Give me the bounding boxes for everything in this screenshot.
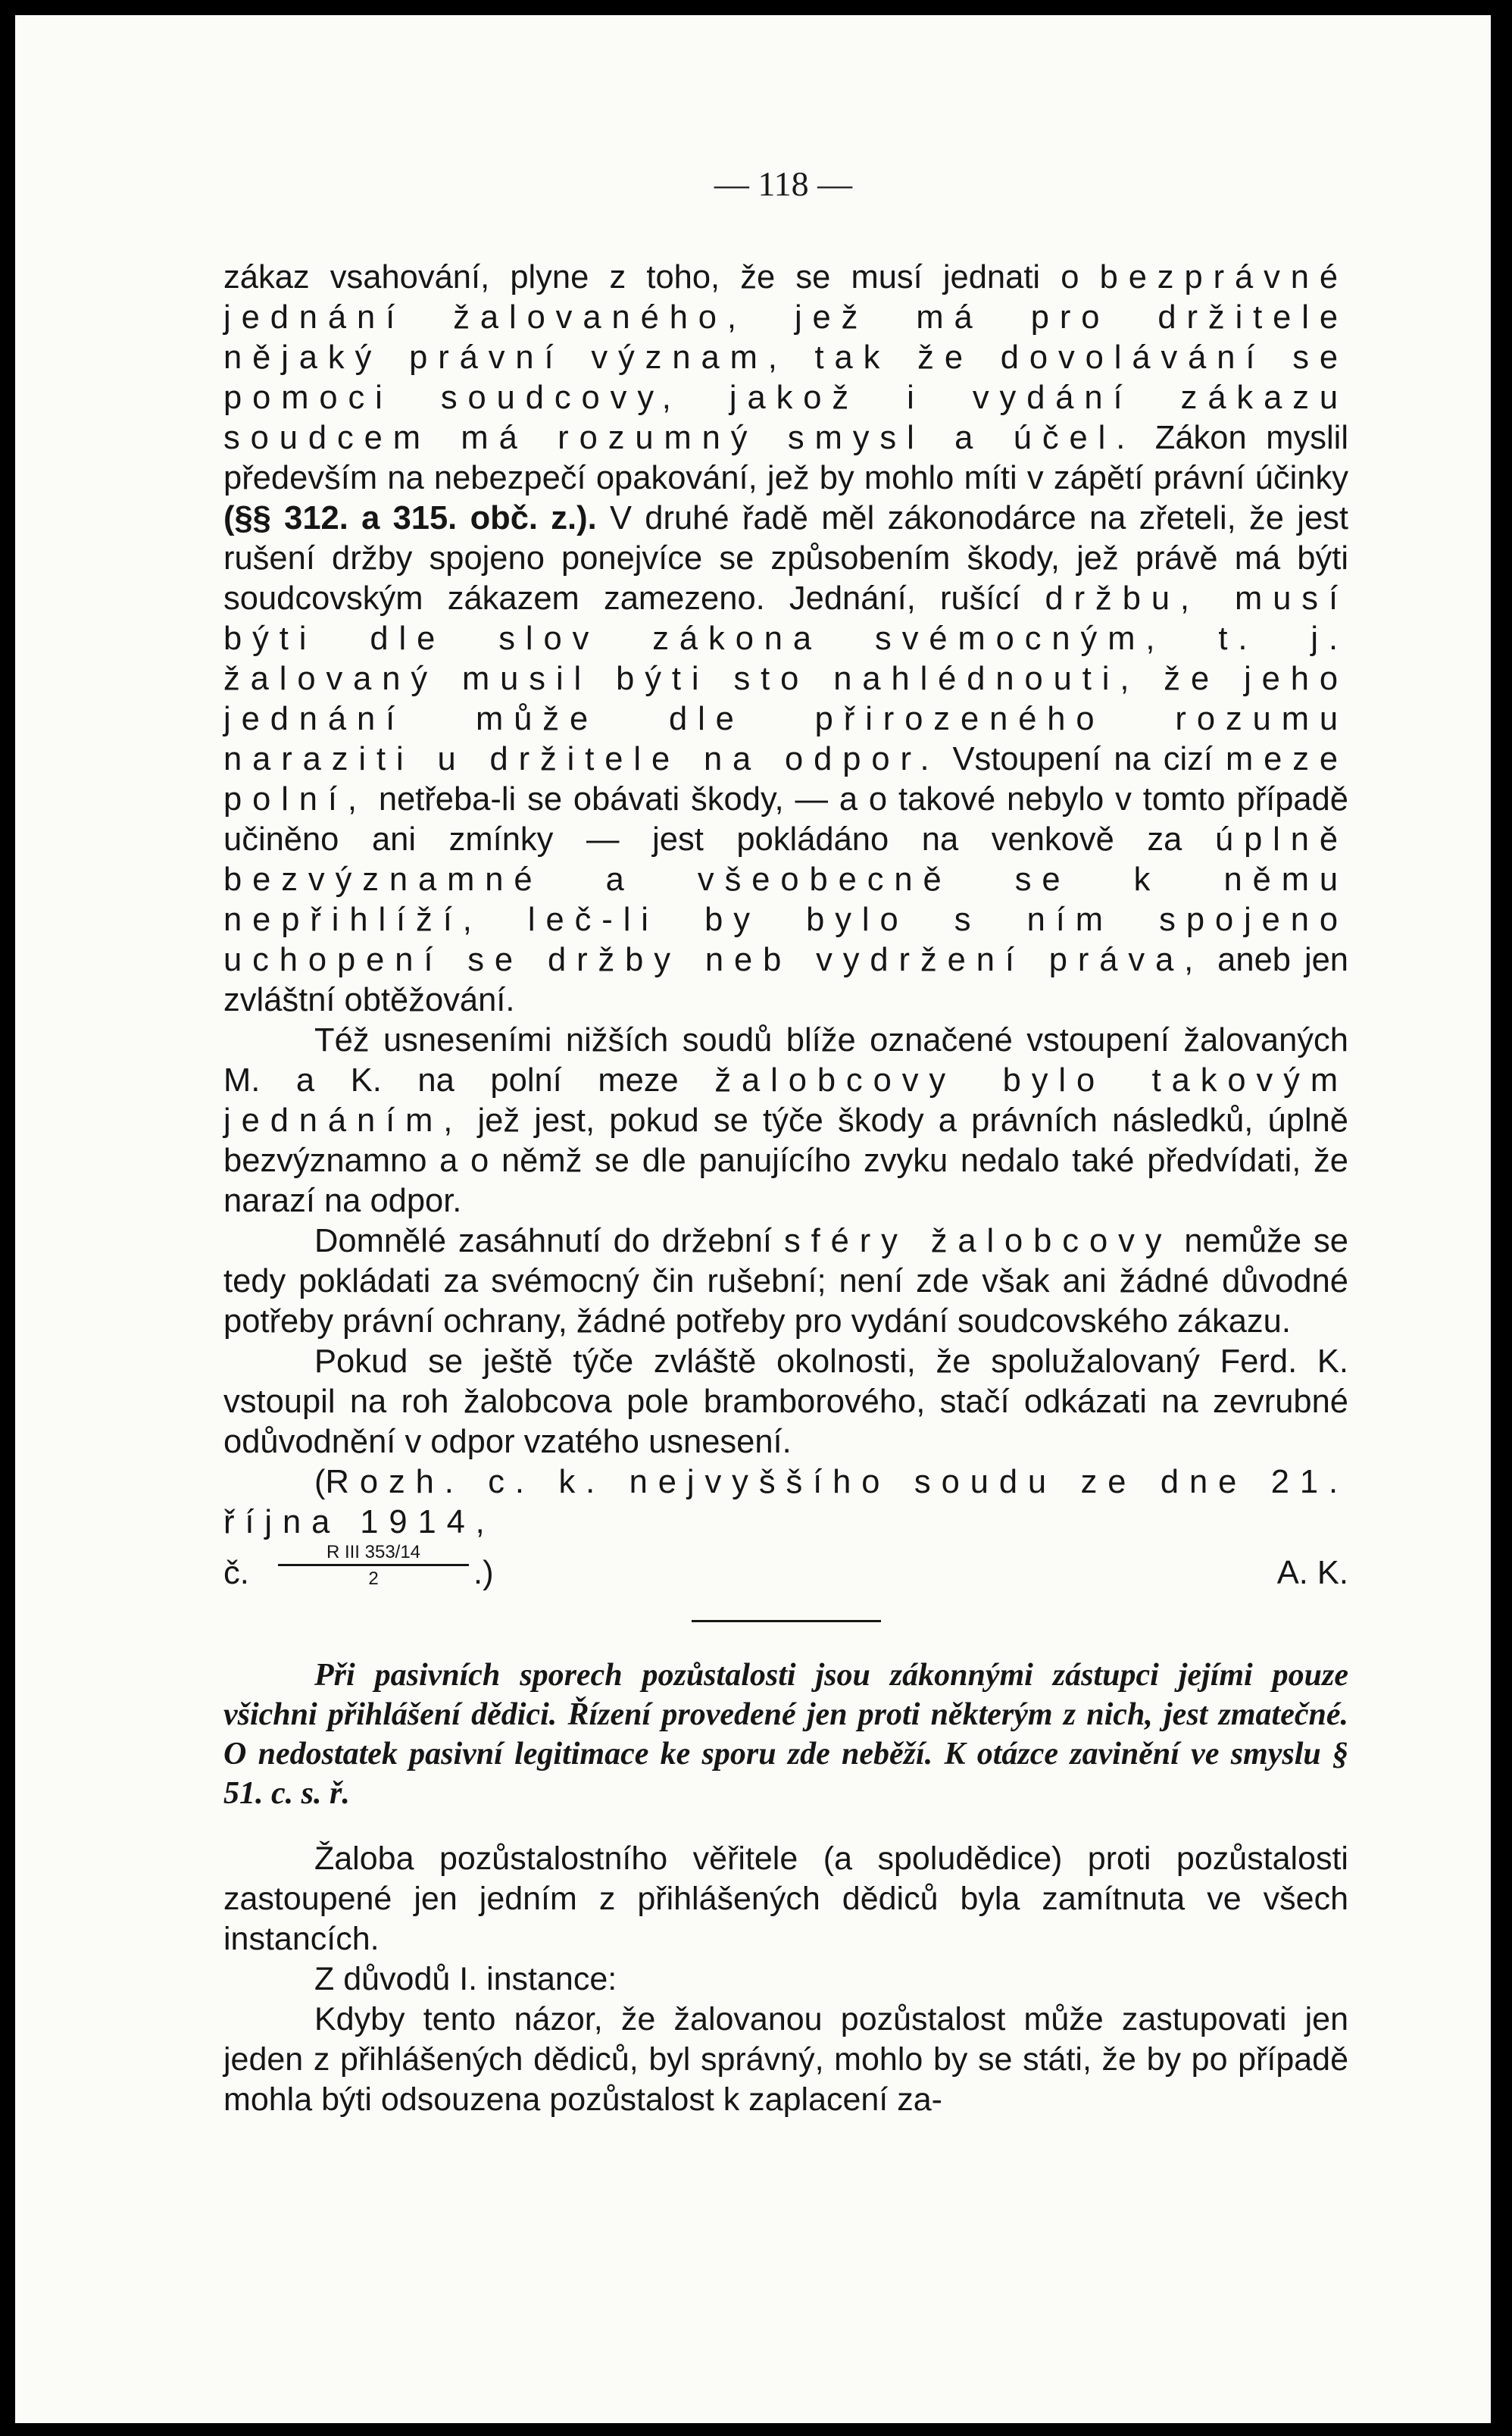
text-run: jež jest, pokud se týče škody a právních následků, úplně bezvýznamno a o němž se dle panujícího zvyku nedalo také předvídati, že narazí na odpor. xyxy=(223,1102,1348,1219)
paragraph-3 xyxy=(223,1221,1348,1342)
text-run: zákaz vsahování, plyne z toho, že se musí jednati o xyxy=(223,259,1100,296)
text-run: Též usneseními nižších soudů blíže označené vstoupení žalovaných M. a K. na polní meze xyxy=(223,1022,1348,1099)
author-signature: A. K. xyxy=(1276,1555,1348,1591)
paragraph-4: Pokud se ještě týče zvláště okolnosti, že spolužalovaný Ferd. K. vstoupil na roh žalobcova pole bramborového, stačí odkázati na zevrubné odůvodnění v odpor vzatého usnesení. xyxy=(223,1343,1348,1460)
spaced-text: držbu, musí býti dle slov zákona svémocným, t. j. žalovaný musil býti sto nahlédnouti, že jeho jednání může dle přirozeného rozumu naraziti u držitele na odpor. xyxy=(223,580,1348,777)
fraction-denominator: 2 xyxy=(368,1568,379,1589)
text-run: č. xyxy=(223,1555,249,1591)
text-run: ( xyxy=(314,1464,326,1500)
court-decision-reference: Rozh. c. k. nejvyššího soudu ze dne 21. října 1914, xyxy=(223,1464,1348,1540)
text-run: Zákon myslil především na nebezpečí opakování, jež by mohlo míti v zápětí právní účinky xyxy=(223,420,1348,496)
statute-reference: (§§ 312. a 315. obč. z.). xyxy=(223,500,597,536)
spaced-text: úplně bezvýznamné a všeobecně se k němu nepřihlíží, leč-li by bylo s ním spojeno uchopení se držby neb vydržení práva, xyxy=(223,821,1348,978)
text-run: netřeba-li se obávati škody, — a o takové nebylo v tomto případě učiněno ani zmínky — jest pokládáno na venkově za xyxy=(223,781,1348,858)
paragraph-2 xyxy=(223,1021,1348,1221)
text-run: Domnělé zasáhnutí do držební xyxy=(314,1223,784,1259)
spaced-text: žalobcovy bylo takovým jednáním, xyxy=(223,1062,1348,1139)
paragraph-5: Žaloba pozůstalostního věřitele (a spoludědice) proti pozůstalosti zastoupené jen jedním z přihlášených dědiců byla zamítnuta ve všech instancích. xyxy=(223,1840,1348,1957)
text-run: .) xyxy=(473,1555,494,1591)
fraction-numerator: R III 353/14 xyxy=(278,1543,469,1566)
text-run: nemůže se tedy pokládati za svémocný čin rušební; není zde však ani žádné důvodné potřeby právní ochrany, žádné potřeby pro vydání soudcovského zákazu. xyxy=(223,1223,1349,1340)
citation-line xyxy=(223,1462,1348,1543)
section-divider xyxy=(692,1620,881,1622)
paragraph-7: Kdyby tento názor, že žalovanou pozůstalost může zastupovati jen jeden z přihlášených dědiců, byl správný, mohlo by se státi, že by po případě mohla býti odsouzena pozůstalost k zaplacení za- xyxy=(223,2001,1348,2118)
body-text xyxy=(223,258,1348,2120)
spaced-text: bezprávné jednání žalovaného, jež má pro držitele nějaký právní význam, tak že dovolávání se pomoci soudcovy, jakož i vydání zákazu soudcem má rozumný smysl a účel. xyxy=(223,259,1348,456)
spaced-text: meze polní, xyxy=(223,741,1348,818)
case-number-fraction xyxy=(278,1543,469,1589)
page-number: — 118 — xyxy=(714,164,853,203)
text-run: Vstoupení na cizí xyxy=(939,741,1226,777)
text-run: aneb jen zvláštní obtěžování. xyxy=(223,942,1348,1018)
paragraph-1 xyxy=(223,258,1348,1021)
spaced-text: sféry žalobcovy xyxy=(783,1223,1173,1259)
paragraph-6: Z důvodů I. instance: xyxy=(314,1961,617,1997)
page xyxy=(15,15,1491,2423)
citation-number-row xyxy=(223,1543,1348,1597)
case-summary: Při pasivních sporech pozůstalosti jsou zákonnými zástupci jejími pouze všichni přihlášení dědici. Řízení provedené jen proti některým z nich, jest zmatečné. O nedostatek pasivní legitimace ke sporu zde neběží. K otázce zavinění ve smyslu § 51. c. s. ř. xyxy=(223,1658,1348,1811)
text-run: V druhé řadě měl zákonodárce na zřeteli, že jest rušení držby spojeno ponejvíce se způsobením škody, jež právě má býti soudcovským zákazem zamezeno. Jednání, rušící xyxy=(223,500,1348,617)
